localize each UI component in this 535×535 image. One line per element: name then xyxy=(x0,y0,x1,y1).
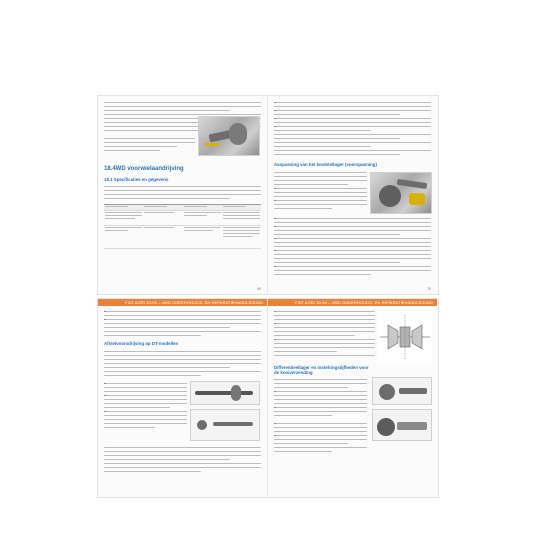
photo-bearing-assembly xyxy=(372,409,432,441)
procedure-bullets xyxy=(104,383,187,431)
text-beside-photo xyxy=(104,138,195,154)
diagram-differential-cross-section xyxy=(378,311,432,363)
adjustment-text xyxy=(274,172,367,212)
intro-bullets xyxy=(104,311,261,339)
photo-shim-measurement xyxy=(372,377,432,405)
section-subheading: 18.1 Specificaties en gegevens xyxy=(104,177,169,182)
section-heading: Differentieellager en instelringstijfheden voor de kooiverzending xyxy=(274,365,369,375)
assembly-bullets xyxy=(274,423,367,455)
bullet-list-bottom xyxy=(274,218,431,278)
page-left-bottom xyxy=(98,299,268,497)
page-number: 70 xyxy=(427,287,431,291)
manual-spread-bottom xyxy=(97,298,439,498)
section-heading: Aanpassing van het koolstellager (voorspanning) xyxy=(274,162,377,167)
bullet-list-top xyxy=(274,102,431,158)
spec-table xyxy=(104,204,261,249)
section-heading: 18.4WD voorwielaandrijving xyxy=(104,166,184,172)
page-right-bottom xyxy=(268,299,437,497)
photo-dial-gauge-tool xyxy=(190,381,260,405)
spec-intro-text xyxy=(104,186,261,202)
page-right-top xyxy=(268,96,437,294)
page-left-top xyxy=(98,96,268,294)
section-text xyxy=(104,351,261,379)
differential-text xyxy=(274,379,367,419)
page-number: 69 xyxy=(257,287,261,291)
photo-wheel-hub-tool xyxy=(198,116,260,156)
page-header-bar: FIAT AGRI 30-90 – 4WD ONDERHOUDS- EN REPARATIEHANDLEIDING xyxy=(268,299,437,306)
section-heading: Afstelvoorsdrijving op DT-modellen xyxy=(104,341,179,346)
manual-spread-top xyxy=(97,95,439,295)
photo-bearing-parts xyxy=(190,409,260,441)
measurement-bullets xyxy=(274,311,375,359)
page-header-bar: FIAT AGRI 30-90 – 4WD ONDERHOUDS- EN REPARATIEHANDLEIDING xyxy=(98,299,267,306)
procedure-text-bottom xyxy=(104,447,261,475)
photo-bearing-adjustment xyxy=(370,172,432,214)
